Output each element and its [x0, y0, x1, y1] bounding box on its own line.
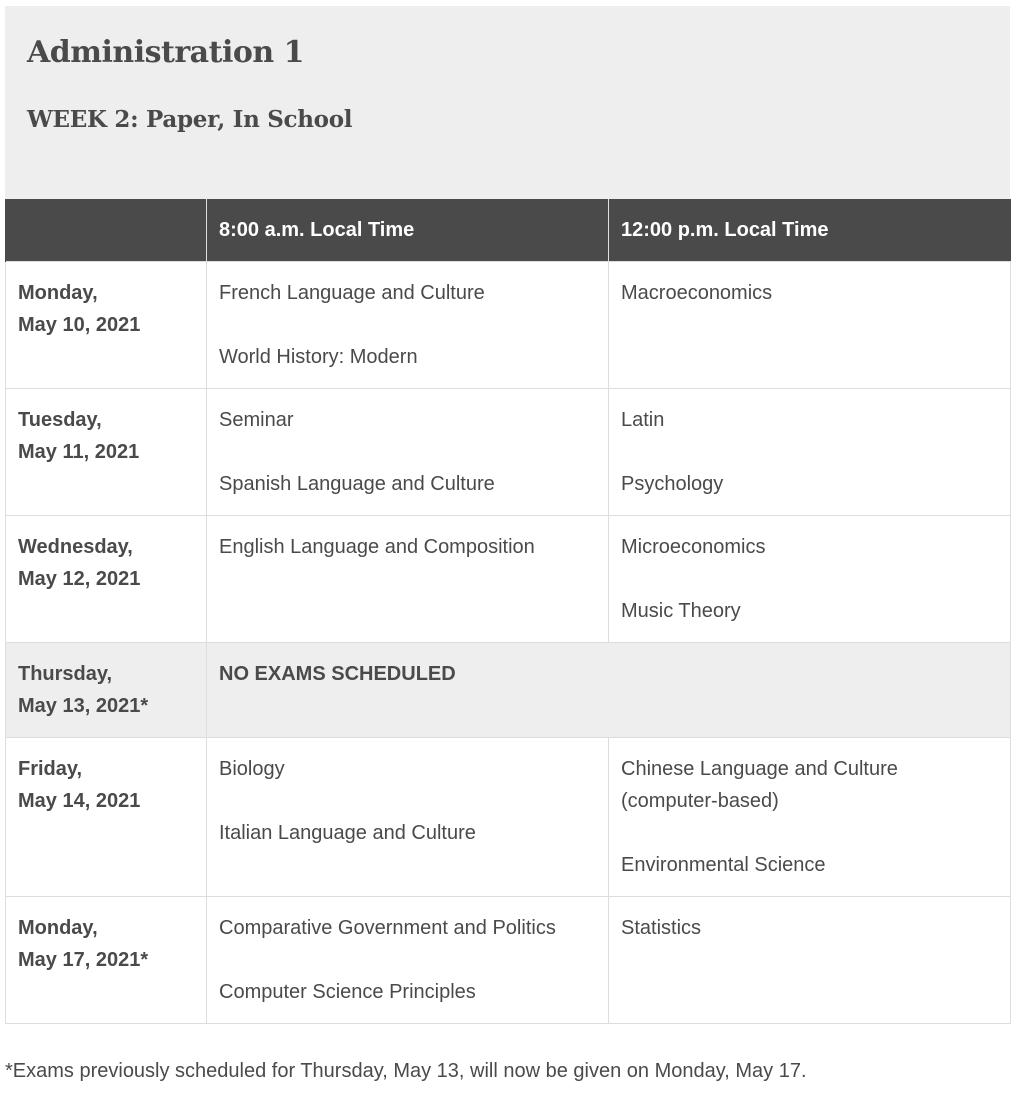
date-label: May 11, 2021 [18, 440, 140, 463]
day-cell [6, 737, 207, 896]
exam-name: English Language and Composition [219, 535, 535, 558]
exam-name: Psychology [621, 472, 724, 495]
date-label: May 17, 2021* [18, 948, 149, 971]
header-section [5, 6, 1010, 199]
weekday-label: Friday, [18, 757, 83, 780]
exam-name: Statistics [621, 916, 702, 939]
table-row [6, 896, 1011, 1023]
morning-exams-cell [207, 261, 609, 388]
table-header-row [6, 199, 1011, 261]
exam-name: Microeconomics [621, 535, 766, 558]
afternoon-exams-cell [609, 737, 1011, 896]
weekday-label: Monday, [18, 281, 98, 304]
day-cell [6, 261, 207, 388]
exam-name: Seminar [219, 408, 294, 431]
exam-name: Latin [621, 408, 665, 431]
exam-name: World History: Modern [219, 345, 418, 368]
weekday-label: Wednesday, [18, 535, 133, 558]
weekday-label: Monday, [18, 916, 98, 939]
weekday-label: Tuesday, [18, 408, 102, 431]
column-header-morning: 8:00 a.m. Local Time [207, 199, 609, 261]
morning-exams-cell [207, 737, 609, 896]
table-row [6, 261, 1011, 388]
exam-name: Comparative Government and Politics [219, 916, 556, 939]
table-row [6, 737, 1011, 896]
weekday-label: Thursday, [18, 662, 113, 685]
exam-name: Music Theory [621, 599, 741, 622]
day-cell [6, 515, 207, 642]
table-row-no-exams [6, 642, 1011, 737]
date-label: May 10, 2021 [18, 313, 141, 336]
afternoon-exams-cell [609, 515, 1011, 642]
exam-name: Chinese Language and Culture (computer-based) [621, 757, 898, 812]
table-row [6, 388, 1011, 515]
exam-name: Environmental Science [621, 853, 826, 876]
day-cell [6, 642, 207, 737]
column-header-afternoon: 12:00 p.m. Local Time [609, 199, 1011, 261]
morning-exams-cell [207, 896, 609, 1023]
table-row [6, 515, 1011, 642]
afternoon-exams-cell [609, 261, 1011, 388]
afternoon-exams-cell [609, 388, 1011, 515]
morning-exams-cell [207, 515, 609, 642]
exam-name: French Language and Culture [219, 281, 485, 304]
exam-name: Biology [219, 757, 285, 780]
page-title: Administration 1 [27, 35, 304, 70]
exam-schedule-table [5, 199, 1011, 1024]
date-label: May 13, 2021* [18, 694, 149, 717]
date-label: May 14, 2021 [18, 789, 141, 812]
day-cell [6, 388, 207, 515]
exam-name: Spanish Language and Culture [219, 472, 495, 495]
page-subtitle: WEEK 2: Paper, In School [27, 106, 353, 133]
day-cell [6, 896, 207, 1023]
exam-name: Macroeconomics [621, 281, 773, 304]
no-exams-notice: NO EXAMS SCHEDULED [207, 642, 1011, 737]
date-label: May 12, 2021 [18, 567, 141, 590]
footnote: *Exams previously scheduled for Thursday, May 13, will now be given on Monday, May 17. [5, 1060, 807, 1082]
column-header-day [6, 199, 207, 261]
afternoon-exams-cell [609, 896, 1011, 1023]
morning-exams-cell [207, 388, 609, 515]
exam-name: Computer Science Principles [219, 980, 476, 1003]
exam-name: Italian Language and Culture [219, 821, 476, 844]
